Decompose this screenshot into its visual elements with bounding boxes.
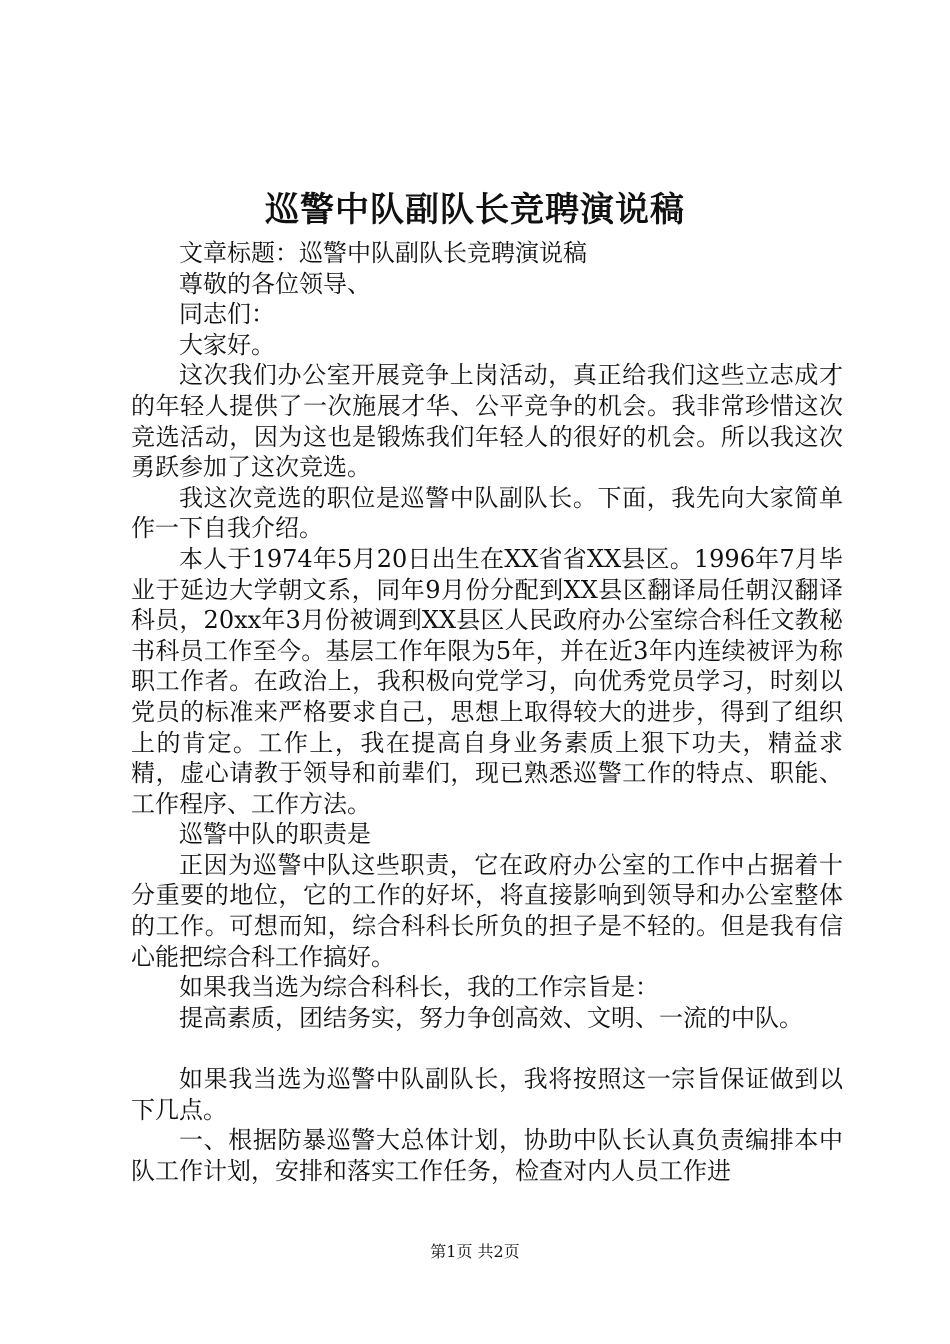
article-title-line: 文章标题：巡警中队副队长竞聘演说稿 — [179, 239, 587, 267]
paragraph: 如果我当选为巡警中队副队长，我将按照这一宗旨保证做到以下几点。 — [131, 1065, 843, 1124]
paragraph: 巡警中队的职责是 — [179, 820, 371, 849]
paragraph: 这次我们办公室开展竞争上岗活动，真正给我们这些立志成才的年轻人提供了一次施展才华、公平竞争的机会。我非常珍惜这次竞选活动，因为这也是锻炼我们年轻人的很好的机会。所以我这次勇跃参加了这次竞选。 — [131, 361, 843, 482]
salutation-comrades: 同志们： — [179, 300, 275, 329]
page-footer: 第1页 共2页 — [430, 1242, 520, 1261]
paragraph: 一、根据防暴巡警大总体计划，协助中队长认真负责编排本中队工作计划，安排和落实工作任务，检查对内人员工作进 — [131, 1126, 843, 1185]
document-body — [131, 238, 843, 1186]
paragraph: 本人于1974年5月20日出生在XX省省XX县区。1996年7月毕业于延边大学朝文系，同年9月份分配到XX县区翻译局任朝汉翻译科员，20xx年3月份被调到XX县区人民政府办公室综合科任文教秘书科员工作至今。基层工作年限为5年，并在近3年内连续被评为称职工作者。在政治上，我积极向党学习，向优秀党员学习，时刻以党员的标准来严格要求自己，思想上取得较大的进步，得到了组织上的肯定。工作上，我在提高自身业务素质上狠下功夫，精益求精，虚心请教于领导和前辈们，现已熟悉巡警工作的特点、职能、工作程序、工作方法。 — [131, 544, 843, 818]
paragraph: 我这次竞选的职位是巡警中队副队长。下面，我先向大家简单作一下自我介绍。 — [131, 483, 843, 543]
paragraph: 正因为巡警中队这些职责，它在政府办公室的工作中占据着十分重要的地位，它的工作的好坏，将直接影响到领导和办公室整体的工作。可想而知，综合科科长所负的担子是不轻的。但是我有信心能把综合科工作搞好。 — [131, 850, 843, 971]
paragraph: 提高素质，团结务实，努力争创高效、文明、一流的中队。 — [179, 1003, 803, 1032]
blank-line — [131, 1033, 843, 1064]
greeting: 大家好。 — [179, 330, 275, 359]
salutation-leaders: 尊敬的各位领导、 — [179, 269, 371, 298]
paragraph: 如果我当选为综合科科长，我的工作宗旨是： — [179, 973, 659, 1002]
document-title: 巡警中队副队长竞聘演说稿 — [265, 190, 685, 230]
